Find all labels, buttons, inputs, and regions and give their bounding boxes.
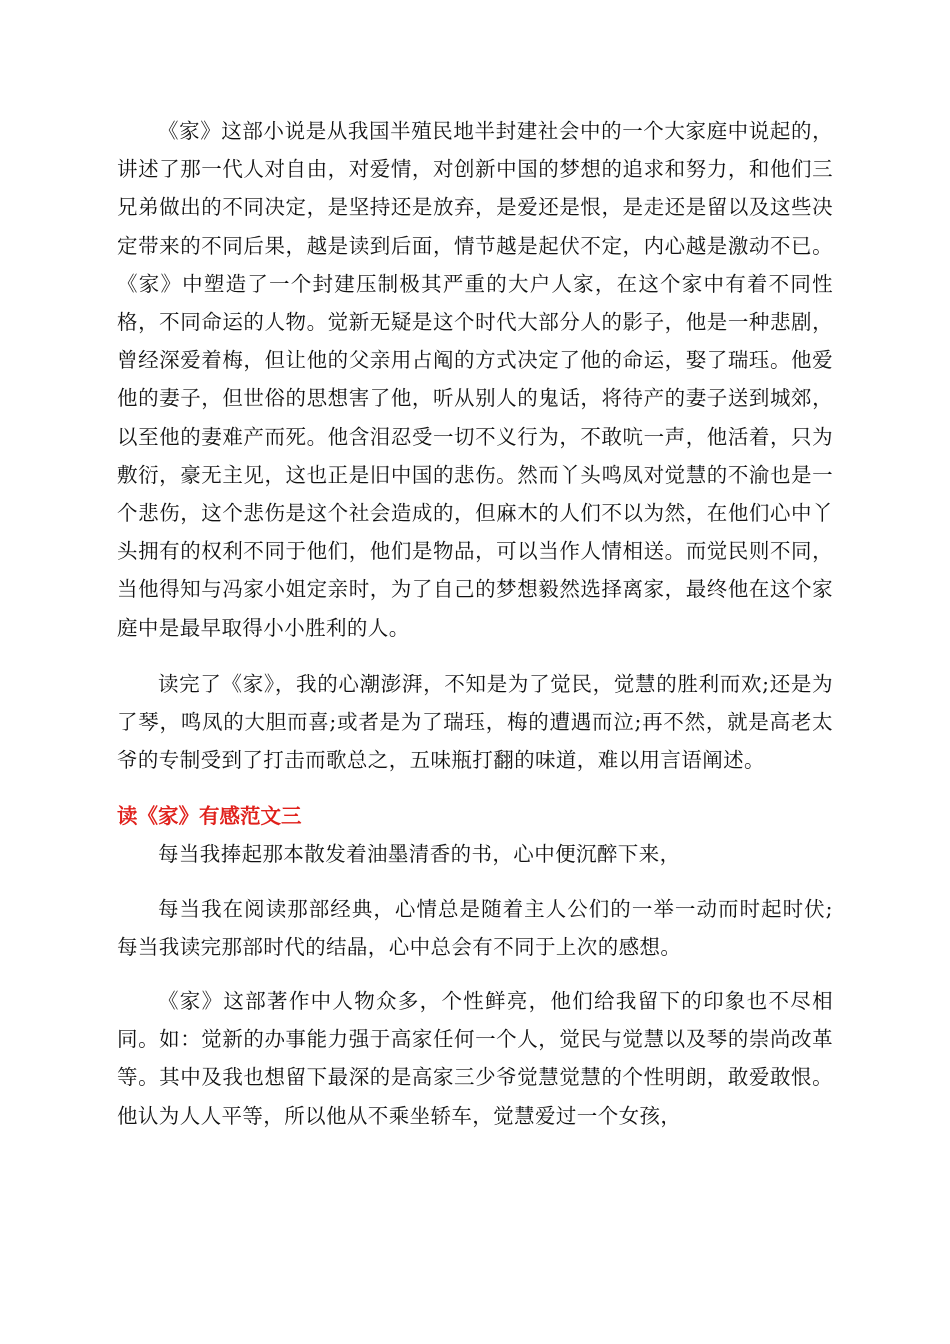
paragraph: 每当我在阅读那部经典，心情总是随着主人公们的一举一动而时起时伏;每当我读完那部时代的结晶，心中总会有不同于上次的感想。 [117,896,833,959]
paragraph: 每当我捧起那本散发着油墨清香的书，心中便沉醉下来， [158,842,681,867]
paragraph: 读完了《家》，我的心潮澎湃，不知是为了觉民，觉慧的胜利而欢;还是为了琴，鸣凤的大胆而喜;或者是为了瑞珏，梅的遭遇而泣;再不然，就是高老太爷的专制受到了打击而歌总之，五味瓶打翻的味道，难以用言语阐述。 [117,671,833,773]
section-heading: 读《家》有感范文三 [117,804,302,829]
document-body [117,112,833,1135]
paragraph: 《家》这部著作中人物众多，个性鲜亮，他们给我留下的印象也不尽相同。如：觉新的办事能力强于高家任何一个人，觉民与觉慧以及琴的崇尚改革等。其中及我也想留下最深的是高家三少爷觉慧觉慧的个性明朗，敢爱敢恨。他认为人人平等，所以他从不乘坐轿车，觉慧爱过一个女孩， [117,989,833,1128]
paragraph: 《家》这部小说是从我国半殖民地半封建社会中的一个大家庭中说起的，讲述了那一代人对自由，对爱情，对创新中国的梦想的追求和努力，和他们三兄弟做出的不同决定，是坚持还是放弃，是爱还是恨，是走还是留以及这些决定带来的不同后果，越是读到后面，情节越是起伏不定，内心越是激动不已。《家》中塑造了一个封建压制极其严重的大户人家，在这个家中有着不同性格，不同命运的人物。觉新无疑是这个时代大部分人的影子，他是一种悲剧，曾经深爱着梅，但让他的父亲用占阄的方式决定了他的命运，娶了瑞珏。他爱他的妻子，但世俗的思想害了他，听从别人的鬼话，将待产的妻子送到城郊，以至他的妻难产而死。他含泪忍受一切不义行为，不敢吭一声，他活着，只为敷衍，豪无主见，这也正是旧中国的悲伤。然而丫头鸣凤对觉慧的不渝也是一个悲伤，这个悲伤是这个社会造成的，但麻木的人们不以为然，在他们心中丫头拥有的权利不同于他们，他们是物品，可以当作人情相送。而觉民则不同，当他得知与冯家小姐定亲时，为了自己的梦想毅然选择离家，最终他在这个家庭中是最早取得小小胜利的人。 [117,119,833,640]
